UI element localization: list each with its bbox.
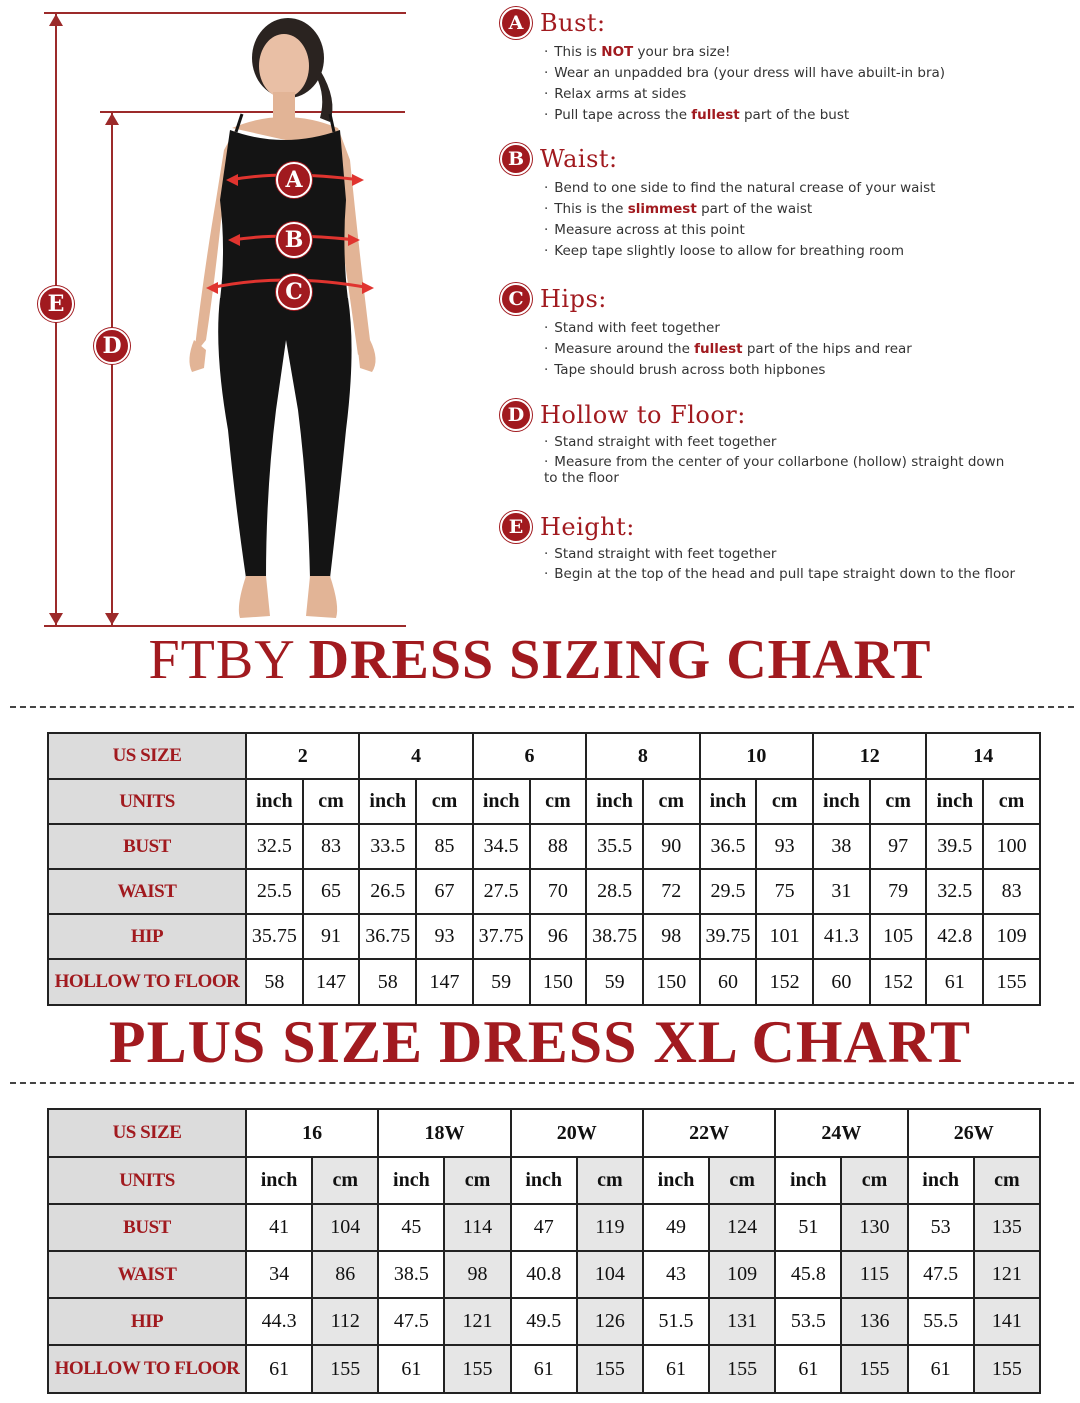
cell: 121 xyxy=(974,1251,1040,1298)
table-row xyxy=(48,779,1040,824)
cell: 100 xyxy=(983,824,1040,869)
hips-tip: · Stand with feet together xyxy=(544,318,1070,339)
plus-size-table xyxy=(47,1108,1041,1394)
cell: 135 xyxy=(974,1204,1040,1251)
cell: 105 xyxy=(870,914,927,959)
cell: 79 xyxy=(870,869,927,914)
size-header: 24W xyxy=(775,1109,907,1157)
unit-inch: inch xyxy=(511,1157,577,1204)
hollow-letter-icon: D xyxy=(500,399,532,431)
cell: 65 xyxy=(303,869,360,914)
row-label: HOLLOW TO FLOOR xyxy=(48,959,246,1005)
cell: 60 xyxy=(700,959,757,1005)
cell: 150 xyxy=(643,959,700,1005)
cell: 61 xyxy=(511,1345,577,1393)
cell: 119 xyxy=(577,1204,643,1251)
bust-tip: · This is NOT your bra size! xyxy=(544,42,1070,63)
cell: 112 xyxy=(312,1298,378,1345)
cell: 47.5 xyxy=(908,1251,974,1298)
cell: 58 xyxy=(359,959,416,1005)
cell: 49.5 xyxy=(511,1298,577,1345)
row-label: BUST xyxy=(48,824,246,869)
cell: 34 xyxy=(246,1251,312,1298)
unit-cm: cm xyxy=(577,1157,643,1204)
unit-inch: inch xyxy=(926,779,983,824)
cell: 45.8 xyxy=(775,1251,841,1298)
unit-inch: inch xyxy=(246,1157,312,1204)
cell: 41 xyxy=(246,1204,312,1251)
height-title: Height: xyxy=(540,513,635,541)
cell: 35.5 xyxy=(586,824,643,869)
row-label: WAIST xyxy=(48,869,246,914)
cell: 39.75 xyxy=(700,914,757,959)
cell: 34.5 xyxy=(473,824,530,869)
unit-inch: inch xyxy=(813,779,870,824)
plus-size-chart-title: PLUS SIZE DRESS XL CHART xyxy=(108,1009,972,1075)
size-header: 12 xyxy=(813,733,926,779)
bust-tip: · Pull tape across the fullest part of the bust xyxy=(544,105,1070,126)
cell: 59 xyxy=(586,959,643,1005)
row-label: WAIST xyxy=(48,1251,246,1298)
size-header: 10 xyxy=(700,733,813,779)
cell: 44.3 xyxy=(246,1298,312,1345)
hollow-title: Hollow to Floor: xyxy=(540,401,746,429)
cell: 31 xyxy=(813,869,870,914)
cell: 130 xyxy=(841,1204,907,1251)
marker-b-icon: B xyxy=(276,222,312,258)
unit-inch: inch xyxy=(700,779,757,824)
table-row xyxy=(48,824,1040,869)
height-letter-icon: E xyxy=(500,511,532,543)
unit-cm: cm xyxy=(709,1157,775,1204)
cell: 61 xyxy=(926,959,983,1005)
cell: 53 xyxy=(908,1204,974,1251)
cell: 67 xyxy=(416,869,473,914)
cell: 70 xyxy=(530,869,587,914)
waist-tip: · Measure across at this point xyxy=(544,220,1070,241)
row-label: HOLLOW TO FLOOR xyxy=(48,1345,246,1393)
cell: 47.5 xyxy=(378,1298,444,1345)
unit-cm: cm xyxy=(756,779,813,824)
hollow-to-floor-measure-line xyxy=(111,113,113,625)
cell: 155 xyxy=(312,1345,378,1393)
cell: 155 xyxy=(841,1345,907,1393)
divider xyxy=(10,1082,1074,1084)
cell: 147 xyxy=(416,959,473,1005)
cell: 155 xyxy=(974,1345,1040,1393)
size-header: 20W xyxy=(511,1109,643,1157)
guide-hips xyxy=(500,282,1070,381)
size-header: 26W xyxy=(908,1109,1040,1157)
size-header: 22W xyxy=(643,1109,775,1157)
cell: 97 xyxy=(870,824,927,869)
cell: 93 xyxy=(756,824,813,869)
measurement-figure xyxy=(0,0,480,632)
hips-letter-icon: C xyxy=(500,283,532,315)
hollow-tip: · Measure from the center of your collarbone (hollow) straight down to the floor xyxy=(544,454,1014,486)
size-header: 6 xyxy=(473,733,586,779)
cell: 53.5 xyxy=(775,1298,841,1345)
cell: 38 xyxy=(813,824,870,869)
cell: 36.75 xyxy=(359,914,416,959)
unit-cm: cm xyxy=(983,779,1040,824)
unit-cm: cm xyxy=(870,779,927,824)
cell: 37.75 xyxy=(473,914,530,959)
cell: 109 xyxy=(983,914,1040,959)
table-row xyxy=(48,869,1040,914)
cell: 90 xyxy=(643,824,700,869)
cell: 26.5 xyxy=(359,869,416,914)
unit-cm: cm xyxy=(530,779,587,824)
unit-inch: inch xyxy=(775,1157,841,1204)
cell: 147 xyxy=(303,959,360,1005)
cell: 61 xyxy=(378,1345,444,1393)
cell: 39.5 xyxy=(926,824,983,869)
size-header: 4 xyxy=(359,733,472,779)
row-label: US SIZE xyxy=(48,733,246,779)
size-header: 18W xyxy=(378,1109,510,1157)
cell: 86 xyxy=(312,1251,378,1298)
bust-title: Bust: xyxy=(540,9,606,37)
hips-tip: · Tape should brush across both hipbones xyxy=(544,360,1070,381)
unit-cm: cm xyxy=(416,779,473,824)
unit-inch: inch xyxy=(908,1157,974,1204)
cell: 126 xyxy=(577,1298,643,1345)
cell: 35.75 xyxy=(246,914,303,959)
unit-inch: inch xyxy=(359,779,416,824)
cell: 91 xyxy=(303,914,360,959)
cell: 124 xyxy=(709,1204,775,1251)
cell: 121 xyxy=(444,1298,510,1345)
waist-letter-icon: B xyxy=(500,143,532,175)
row-label: HIP xyxy=(48,1298,246,1345)
unit-inch: inch xyxy=(378,1157,444,1204)
bust-letter-icon: A xyxy=(500,7,532,39)
table-row xyxy=(48,1157,1040,1204)
height-tip: · Begin at the top of the head and pull tape straight down to the floor xyxy=(544,566,1034,582)
cell: 51.5 xyxy=(643,1298,709,1345)
waist-tip: · This is the slimmest part of the waist xyxy=(544,199,1070,220)
marker-a-icon: A xyxy=(276,162,312,198)
cell: 25.5 xyxy=(246,869,303,914)
model-silhouette-icon xyxy=(170,10,410,630)
unit-cm: cm xyxy=(841,1157,907,1204)
marker-e-icon: E xyxy=(38,286,74,322)
table-row xyxy=(48,1109,1040,1157)
cell: 61 xyxy=(775,1345,841,1393)
cell: 36.5 xyxy=(700,824,757,869)
cell: 101 xyxy=(756,914,813,959)
standard-size-table xyxy=(47,732,1041,1006)
height-tip: · Stand straight with feet together xyxy=(544,546,1034,563)
cell: 42.8 xyxy=(926,914,983,959)
cell: 40.8 xyxy=(511,1251,577,1298)
cell: 51 xyxy=(775,1204,841,1251)
cell: 85 xyxy=(416,824,473,869)
cell: 131 xyxy=(709,1298,775,1345)
guide-height xyxy=(500,510,1070,582)
sizing-chart-title: FTBY DRESS SIZING CHART xyxy=(148,629,932,691)
cell: 38.5 xyxy=(378,1251,444,1298)
cell: 61 xyxy=(908,1345,974,1393)
unit-inch: inch xyxy=(643,1157,709,1204)
cell: 61 xyxy=(643,1345,709,1393)
row-label: HIP xyxy=(48,914,246,959)
cell: 58 xyxy=(246,959,303,1005)
divider xyxy=(10,706,1074,708)
size-header: 16 xyxy=(246,1109,378,1157)
cell: 29.5 xyxy=(700,869,757,914)
unit-cm: cm xyxy=(974,1157,1040,1204)
row-label: UNITS xyxy=(48,779,246,824)
cell: 49 xyxy=(643,1204,709,1251)
hips-title: Hips: xyxy=(540,285,607,313)
cell: 38.75 xyxy=(586,914,643,959)
table-row xyxy=(48,1298,1040,1345)
bust-tip: · Relax arms at sides xyxy=(544,84,1070,105)
cell: 33.5 xyxy=(359,824,416,869)
table-row xyxy=(48,733,1040,779)
cell: 141 xyxy=(974,1298,1040,1345)
table-row xyxy=(48,914,1040,959)
size-header: 8 xyxy=(586,733,699,779)
cell: 88 xyxy=(530,824,587,869)
waist-tip: · Bend to one side to find the natural crease of your waist xyxy=(544,178,1070,199)
size-header: 2 xyxy=(246,733,359,779)
cell: 150 xyxy=(530,959,587,1005)
cell: 155 xyxy=(444,1345,510,1393)
table-row xyxy=(48,959,1040,1005)
cell: 61 xyxy=(246,1345,312,1393)
cell: 28.5 xyxy=(586,869,643,914)
cell: 47 xyxy=(511,1204,577,1251)
cell: 155 xyxy=(709,1345,775,1393)
cell: 115 xyxy=(841,1251,907,1298)
row-label: UNITS xyxy=(48,1157,246,1204)
cell: 59 xyxy=(473,959,530,1005)
cell: 98 xyxy=(444,1251,510,1298)
cell: 114 xyxy=(444,1204,510,1251)
cell: 152 xyxy=(756,959,813,1005)
cell: 152 xyxy=(870,959,927,1005)
unit-inch: inch xyxy=(246,779,303,824)
unit-inch: inch xyxy=(586,779,643,824)
cell: 45 xyxy=(378,1204,444,1251)
guide-bust xyxy=(500,6,1070,126)
marker-d-icon: D xyxy=(94,328,130,364)
bust-tip: · Wear an unpadded bra (your dress will have abuilt-in bra) xyxy=(544,63,1070,84)
cell: 83 xyxy=(983,869,1040,914)
cell: 93 xyxy=(416,914,473,959)
cell: 136 xyxy=(841,1298,907,1345)
cell: 32.5 xyxy=(246,824,303,869)
cell: 155 xyxy=(577,1345,643,1393)
unit-inch: inch xyxy=(473,779,530,824)
unit-cm: cm xyxy=(303,779,360,824)
cell: 55.5 xyxy=(908,1298,974,1345)
row-label: BUST xyxy=(48,1204,246,1251)
unit-cm: cm xyxy=(444,1157,510,1204)
cell: 72 xyxy=(643,869,700,914)
cell: 41.3 xyxy=(813,914,870,959)
cell: 109 xyxy=(709,1251,775,1298)
waist-title: Waist: xyxy=(540,145,618,173)
cell: 98 xyxy=(643,914,700,959)
size-header: 14 xyxy=(926,733,1040,779)
guide-waist xyxy=(500,142,1070,262)
cell: 75 xyxy=(756,869,813,914)
guide-hollow-to-floor xyxy=(500,398,1070,486)
table-row xyxy=(48,1204,1040,1251)
unit-cm: cm xyxy=(312,1157,378,1204)
cell: 27.5 xyxy=(473,869,530,914)
cell: 155 xyxy=(983,959,1040,1005)
cell: 32.5 xyxy=(926,869,983,914)
cell: 104 xyxy=(312,1204,378,1251)
hollow-tip: · Stand straight with feet together xyxy=(544,434,1014,451)
hips-tip: · Measure around the fullest part of the hips and rear xyxy=(544,339,1070,360)
unit-cm: cm xyxy=(643,779,700,824)
marker-c-icon: C xyxy=(276,274,312,310)
waist-tip: · Keep tape slightly loose to allow for breathing room xyxy=(544,241,1070,262)
cell: 60 xyxy=(813,959,870,1005)
table-row xyxy=(48,1251,1040,1298)
cell: 96 xyxy=(530,914,587,959)
row-label: US SIZE xyxy=(48,1109,246,1157)
cell: 43 xyxy=(643,1251,709,1298)
cell: 83 xyxy=(303,824,360,869)
table-row xyxy=(48,1345,1040,1393)
cell: 104 xyxy=(577,1251,643,1298)
